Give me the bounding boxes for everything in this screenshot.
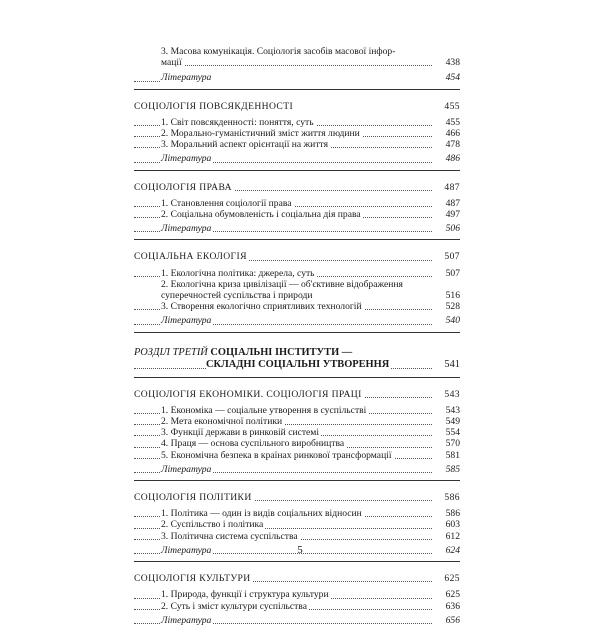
section-heading[interactable]: СОЦІОЛОГІЯ КУЛЬТУРИ 625	[134, 573, 460, 585]
page-number: 516	[443, 290, 460, 301]
page-number: 570	[443, 438, 460, 449]
divider	[134, 480, 460, 481]
toc-entry[interactable]: 1. Екологічна політика: джерела, суть 507	[134, 268, 460, 279]
page-number: 603	[443, 519, 460, 530]
page-number: 486	[443, 153, 460, 164]
page-number: 455	[441, 101, 460, 112]
toc-entry[interactable]: 2. Суспільство і політика 603	[134, 519, 460, 530]
toc-entry[interactable]: 2. Екологічна криза цивілізації — об'єктивне відображення суперечностей суспільства і природи 516	[161, 278, 460, 302]
page-number: 624	[443, 545, 460, 556]
page-number: 554	[443, 427, 460, 438]
part-title-line1: СОЦІАЛЬНІ ІНСТИТУТИ —	[210, 346, 353, 358]
page-number: 507	[443, 268, 460, 279]
literature-entry[interactable]: Література 656	[134, 615, 460, 626]
literature-entry[interactable]: Література 585	[134, 464, 460, 475]
toc-entry[interactable]: 2. Суть і зміст культури суспільства 636	[134, 601, 460, 612]
section-heading[interactable]: СОЦІОЛОГІЯ ПОВСЯКДЕННОСТІ 455	[134, 100, 460, 112]
page-number: 549	[443, 416, 460, 427]
page-number: 528	[443, 301, 460, 312]
page-number: 540	[443, 315, 460, 326]
page-number: 438	[443, 57, 460, 68]
divider	[134, 170, 460, 171]
section-heading[interactable]: СОЦІОЛОГІЯ ПОЛІТИКИ 586	[134, 492, 460, 504]
page-number: 636	[443, 601, 460, 612]
divider	[134, 332, 460, 333]
page-number: 497	[443, 209, 460, 220]
toc-entry[interactable]: 5. Економічна безпека в країнах ринкової трансформації 581	[134, 450, 460, 461]
literature-entry[interactable]: Література 624	[134, 545, 460, 556]
toc-entry[interactable]: 4. Праця — основа суспільного виробництва 570	[134, 438, 460, 449]
toc-entry[interactable]: 2. Соціальна обумовленість і соціальна дія права 497	[134, 209, 460, 220]
page-number: 586	[441, 492, 460, 503]
page-footer-number: 5	[297, 544, 303, 556]
page-number: 586	[443, 508, 460, 519]
page-number: 625	[443, 589, 460, 600]
section-heading[interactable]: СОЦІАЛЬНА ЕКОЛОГІЯ 507	[134, 251, 460, 263]
page-number: 507	[441, 251, 460, 262]
page-number: 478	[443, 139, 460, 150]
literature-entry[interactable]: Література 506	[134, 223, 460, 234]
toc-entry[interactable]: 2. Мета економічної політики 549	[134, 416, 460, 427]
toc-entry[interactable]	[134, 46, 460, 68]
page-number: 625	[441, 573, 460, 584]
divider	[134, 89, 460, 90]
part-label: РОЗДІЛ ТРЕТІЙ	[134, 346, 208, 358]
page-number: 466	[443, 128, 460, 139]
part-title-line2: СКЛАДНІ СОЦІАЛЬНІ УТВОРЕННЯ	[206, 358, 390, 370]
page-number: 543	[441, 389, 460, 400]
toc-entry[interactable]: 1. Економіка — соціальне утворення в суспільстві 543	[134, 405, 460, 416]
part-heading[interactable]	[134, 347, 460, 371]
toc-entry-text: 3. Масова комунікація. Соціологія засобів масової інфор-	[161, 46, 396, 57]
page-number: 612	[443, 531, 460, 542]
toc-entry[interactable]: 1. Природа, функції і структура культури 625	[134, 589, 460, 600]
toc-entry[interactable]: 1. Політика — один із видів соціальних відносин 586	[134, 508, 460, 519]
page-number: 581	[443, 450, 460, 461]
table-of-contents	[134, 46, 460, 626]
page-number: 455	[443, 117, 460, 128]
toc-entry[interactable]: 3. Функції держави в ринковій системі 554	[134, 427, 460, 438]
page-number: 454	[443, 72, 460, 83]
toc-entry-text-cont: мації	[161, 57, 182, 69]
divider	[134, 239, 460, 240]
divider	[134, 561, 460, 562]
page-number: 541	[441, 359, 460, 371]
page-number: 585	[443, 464, 460, 475]
toc-entry[interactable]: 1. Становлення соціології права 487	[134, 198, 460, 209]
page-number: 487	[443, 198, 460, 209]
section-heading[interactable]: СОЦІОЛОГІЯ ПРАВА 487	[134, 181, 460, 193]
page-number: 656	[443, 615, 460, 626]
section-heading[interactable]: СОЦІОЛОГІЯ ЕКОНОМІКИ. СОЦІОЛОГІЯ ПРАЦІ 543	[134, 388, 460, 400]
toc-entry[interactable]: 3. Політична система суспільства 612	[134, 531, 460, 542]
literature-entry[interactable]: Література 486	[134, 153, 460, 164]
page-number: 487	[441, 182, 460, 193]
toc-entry[interactable]: 3. Моральний аспект орієнтації на життя 478	[134, 139, 460, 150]
literature-entry[interactable]: Література 540	[134, 315, 460, 326]
toc-entry[interactable]: 3. Створення екологічно сприятливих технологій 528	[134, 301, 460, 312]
divider	[134, 377, 460, 378]
literature-entry[interactable]: Література 454	[134, 72, 460, 83]
page-number: 506	[443, 223, 460, 234]
toc-entry[interactable]: 2. Морально-гуманістичний зміст життя людини 466	[134, 128, 460, 139]
page-number: 543	[443, 405, 460, 416]
toc-entry[interactable]: 1. Світ повсякденності: поняття, суть 455	[134, 117, 460, 128]
